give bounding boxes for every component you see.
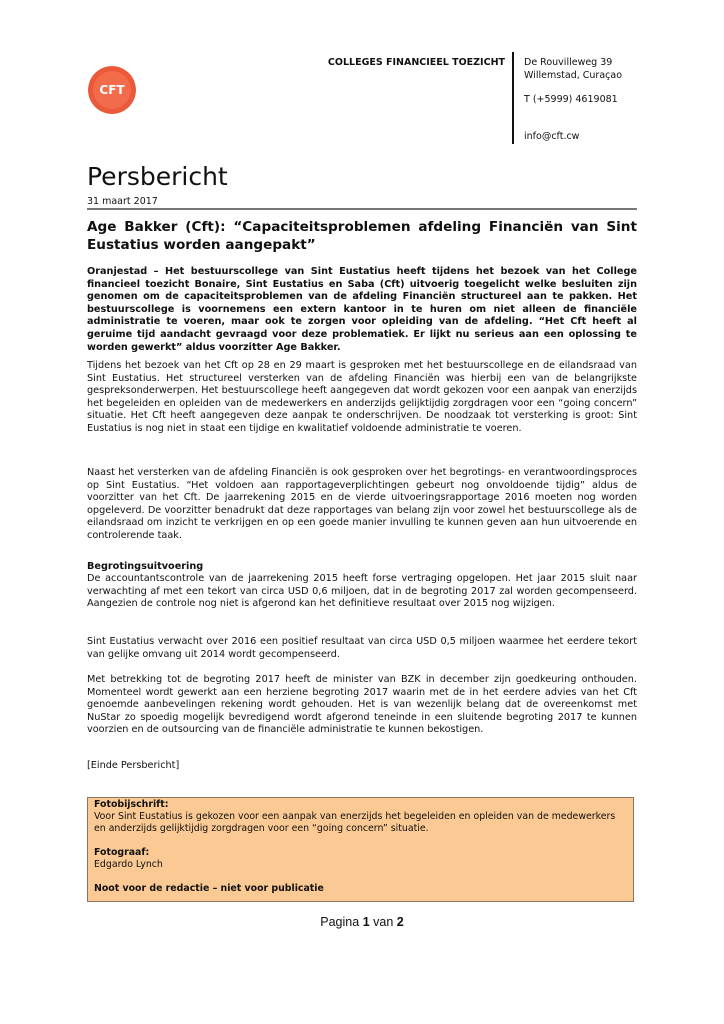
title-rule [87, 208, 637, 210]
note-box [87, 797, 634, 902]
document-type: Persbericht [87, 162, 228, 191]
caption-text: Voor Sint Eustatius is gekozen voor een aanpak van enerzijds het begeleiden en opleiden van de medewerkers en anderzijds gelijktijdig zorgdragen voor een “going concern” situatie. [94, 811, 616, 834]
logo-text: CFT [99, 83, 125, 97]
paragraph-4: Sint Eustatius verwacht over 2016 een positief resultaat van circa USD 0,5 miljoen waarmee het eerdere tekort van gelijke omvang uit 2014 wordt gecompenseerd. [87, 636, 637, 660]
paragraph-2: Naast het versterken van de afdeling Financiën is ook gesproken over het begrotings- en verantwoordingsproces op Sint Eustatius. “Het voldoen aan rapportageverplichtingen gebeurt nog onvoldoende tijdig” aldus de voorzitter van het Cft. De jaarrekening 2015 en de vierde uitvoeringsrapportage 2016 moeten nog worden opgeleverd. De voorzitter benadrukt dat deze rapportages van belang zijn voor zowel het bestuurscollege als de eilandsraad om inzicht te verkrijgen en op een goede manier invulling te kunnen geven aan hun uitvoerende en controlerende taak. [87, 467, 637, 541]
page-number [0, 915, 724, 929]
page-current: 1 [362, 915, 370, 929]
lead-paragraph: Oranjestad – Het bestuurscollege van Sint Eustatius heeft tijdens het bezoek van het College financieel toezicht Bonaire, Sint Eustatius en Saba (Cft) uitvoerig toegelicht welke besluiten zijn genomen om de capaciteitsproblemen van de afdeling Financiën structureel aan te pakken. Het bestuurscollege is voornemens een extern kantoor in te huren om niet alleen de financiële administratie te voeren, maar ook te zorgen voor opleiding van de afdeling. “Het Cft heeft al geruime tijd aandacht gevraagd voor deze problematiek. Er lijkt nu serieus aan een oplossing te worden gewerkt” aldus voorzitter Age Bakker. [87, 266, 637, 353]
section-heading: Begrotingsuitvoering [87, 561, 204, 572]
phone: T (+5999) 4619081 [524, 94, 618, 105]
editor-note: Noot voor de redactie – niet voor publicatie [94, 883, 324, 894]
paragraph-5: Met betrekking tot de begroting 2017 heeft de minister van BZK in december zijn goedkeuring onthouden. Momenteel wordt gewerkt aan een herziene begroting 2017 waarin met de in het eerdere advies van het Cft genoemde aanbevelingen rekening wordt gehouden. Het is van wezenlijk belang dat de overeenkomst met NuStar zo spoedig mogelijk bevredigend wordt afgerond teneinde in een sluitende begroting 2017 te kunnen voorzien en de outsourcing van de financiële administratie te kunnen bekostigen. [87, 674, 637, 736]
photographer: Edgardo Lynch [94, 859, 163, 870]
header-divider [512, 52, 514, 144]
paragraph-3: De accountantscontrole van de jaarrekening 2015 heeft forse vertraging opgelopen. Het jaar 2015 sluit naar verwachting af met een tekort van circa USD 0,6 miljoen, dat in de begroting 2017 zal worden gecompenseerd. Aangezien de controle nog niet is afgerond kan het definitieve resultaat over 2015 nog wijzigen. [87, 573, 637, 610]
page-total: 2 [396, 915, 404, 929]
email-link[interactable]: info@cft.cw [524, 131, 580, 142]
caption-label: Fotobijschrift: [94, 799, 169, 810]
cft-logo [88, 66, 136, 114]
page-mid: van [373, 915, 394, 929]
end-note: [Einde Persbericht] [87, 760, 180, 771]
address-line-1: De Rouvilleweg 39 [524, 57, 613, 68]
photographer-label: Fotograaf: [94, 847, 150, 858]
page-prefix: Pagina [320, 915, 360, 929]
document-date: 31 maart 2017 [87, 196, 158, 207]
organization-name: COLLEGES FINANCIEEL TOEZICHT [327, 57, 505, 68]
address-line-2: Willemstad, Curaçao [524, 70, 623, 81]
headline: Age Bakker (Cft): “Capaciteitsproblemen afdeling Financiën van Sint Eustatius worden aangepakt” [87, 219, 637, 253]
paragraph-1: Tijdens het bezoek van het Cft op 28 en 29 maart is gesproken met het bestuurscollege en de eilandsraad van Sint Eustatius. Het structureel versterken van de afdeling Financiën was hierbij een van de belangrijkste gespreksonderwerpen. Het bestuurscollege heeft aangegeven dat wordt gekozen voor een aanpak van enerzijds het begeleiden en opleiden van de medewerkers en anderzijds gelijktijdig zorgdragen voor een “going concern” situatie. Het Cft heeft aangegeven deze aanpak te onderschrijven. De noodzaak tot versterking is groot: Sint Eustatius is nog niet in staat een tijdige en kwalitatief voldoende administratie te voeren. [87, 360, 637, 434]
